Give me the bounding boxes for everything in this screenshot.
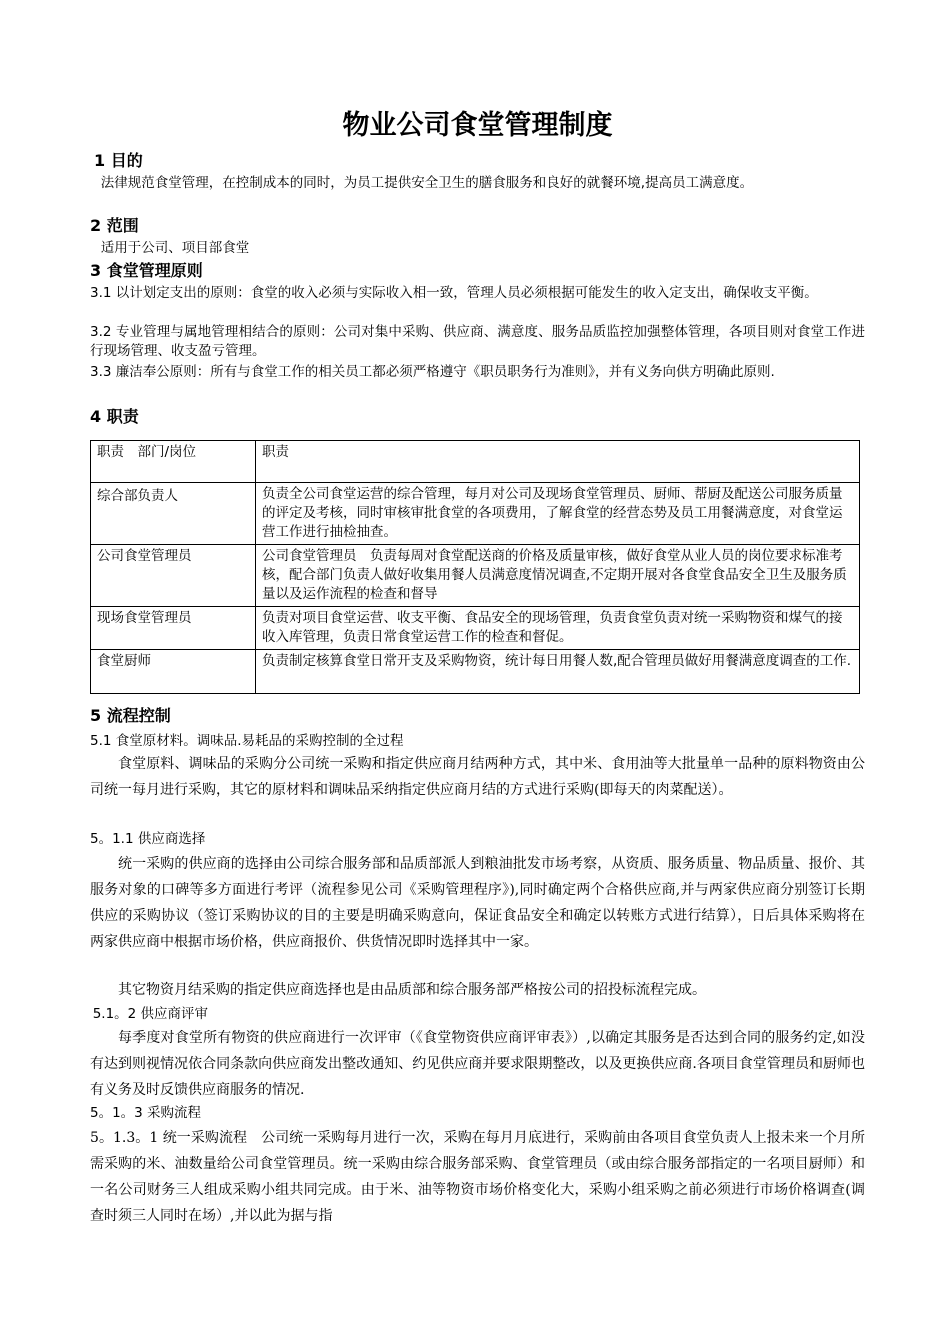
table-row [91,650,860,694]
section-1-heading: 1 目的 [94,151,143,170]
section-2-text: 适用于公司、项目部食堂 [100,240,250,256]
section-2-heading: 2 范围 [90,216,139,235]
section-5-1-1-heading: 5。1.1 供应商选择 [90,831,206,847]
table-header-row [91,441,860,483]
table-row [91,483,860,545]
section-5-1-heading: 5.1 食堂原材料。调味品.易耗品的采购控制的全过程 [90,733,404,749]
section-5-1-paragraph: 食堂原料、调味品的采购分公司统一采购和指定供应商月结两种方式，其中米、食用油等大批量单一品种的原料物资由公司统一每月进行采购，其它的原材料和调味品采纳指定供应商月结的方式进行采购(即每天的肉菜配送）。 [90,756,865,798]
table-cell-role: 现场食堂管理员 [91,607,256,650]
table-cell-duty: 公司食堂管理员 负责每周对食堂配送商的价格及质量审核，做好食堂从业人员的岗位要求标准考核，配合部门负责人做好收集用餐人员满意度情况调查,不定期开展对各食堂食品安全卫生及服务质量以及运作流程的检查和督导 [256,545,860,607]
table-cell-role: 综合部负责人 [91,483,256,545]
section-5-1-3-paragraph: 5。1.3。1 统一采购流程 公司统一采购每月进行一次，采购在每月月底进行，采购前由各项目食堂负责人上报未来一个月所需采购的米、油数量给公司食堂管理员。统一采购由综合服务部采购、食堂管理员（或由综合服务部指定的一名项目厨师）和一名公司财务三人组成采购小组共同完成。由于米、油等物资市场价格变化大，采购小组采购之前必须进行市场价格调查(调查时须三人同时在场）,并以此为据与指 [90,1130,865,1224]
table-row [91,607,860,650]
section-3-item-3: 3.3 廉洁奉公原则：所有与食堂工作的相关员工都必须严格遵守《职员职务行为准则》，并有义务向供方明确此原则. [90,364,775,380]
table-cell-duty: 负责对项目食堂运营、收支平衡、食品安全的现场管理，负责食堂负责对统一采购物资和煤气的接收入库管理，负责日常食堂运营工作的检查和督促。 [256,607,860,650]
section-5-1-2-paragraph: 每季度对食堂所有物资的供应商进行一次评审（《食堂物资供应商评审表》）,以确定其服务是否达到合同的服务约定,如没有达到则视情况依合同条款向供应商发出整改通知、约见供应商并要求限期整改，以及更换供应商.各项目食堂管理员和厨师也有义务及时反馈供应商服务的情况. [90,1030,865,1098]
table-header-cell: 职责 部门/岗位 [91,441,256,483]
section-5-1-1-paragraph: 统一采购的供应商的选择由公司综合服务部和品质部派人到粮油批发市场考察，从资质、服务质量、物品质量、报价、其服务对象的口碑等多方面进行考评（流程参见公司《采购管理程序》),同时确定两个合格供应商,并与两家供应商分别签订长期供应的采购协议（签订采购协议的目的主要是明确采购意向，保证食品安全和确定以转账方式进行结算），日后具体采购将在两家供应商中根据市场价格，供应商报价、供货情况即时选择其中一家。 [90,856,865,950]
section-3-item-2: 3.2 专业管理与属地管理相结合的原则：公司对集中采购、供应商、满意度、服务品质监控加强整体管理，各项目则对食堂工作进行现场管理、收支盈亏管理。 [90,324,865,359]
section-5-1-2-heading: 5.1。2 供应商评审 [92,1006,209,1022]
table-cell-role: 食堂厨师 [91,650,256,694]
duty-table [90,440,860,694]
section-4-heading: 4 职责 [90,407,139,426]
table-cell-role: 公司食堂管理员 [91,545,256,607]
document-title: 物业公司食堂管理制度 [342,110,613,141]
section-3-heading: 3 食堂管理原则 [90,261,203,280]
section-3-item-1: 3.1 以计划定支出的原则：食堂的收入必须与实际收入相一致，管理人员必须根据可能发生的收入定支出，确保收支平衡。 [90,285,818,301]
section-1-text: 法律规范食堂管理，在控制成本的同时，为员工提供安全卫生的膳食服务和良好的就餐环境,提高员工满意度。 [100,175,754,191]
section-5-1-3-heading: 5。1。3 采购流程 [90,1105,202,1121]
section-5-1-1-paragraph-2: 其它物资月结采购的指定供应商选择也是由品质部和综合服务部严格按公司的招投标流程完成。 [118,982,706,998]
table-header-cell: 职责 [256,441,860,483]
table-row [91,545,860,607]
table-cell-duty: 负责制定核算食堂日常开支及采购物资，统计每日用餐人数,配合管理员做好用餐满意度调查的工作. [256,650,860,694]
section-5-heading: 5 流程控制 [90,706,171,725]
table-cell-duty: 负责全公司食堂运营的综合管理，每月对公司及现场食堂管理员、厨师、帮厨及配送公司服务质量的评定及考核，同时审核审批食堂的各项费用，了解食堂的经营态势及员工用餐满意度，对食堂运营工作进行抽检抽查。 [256,483,860,545]
